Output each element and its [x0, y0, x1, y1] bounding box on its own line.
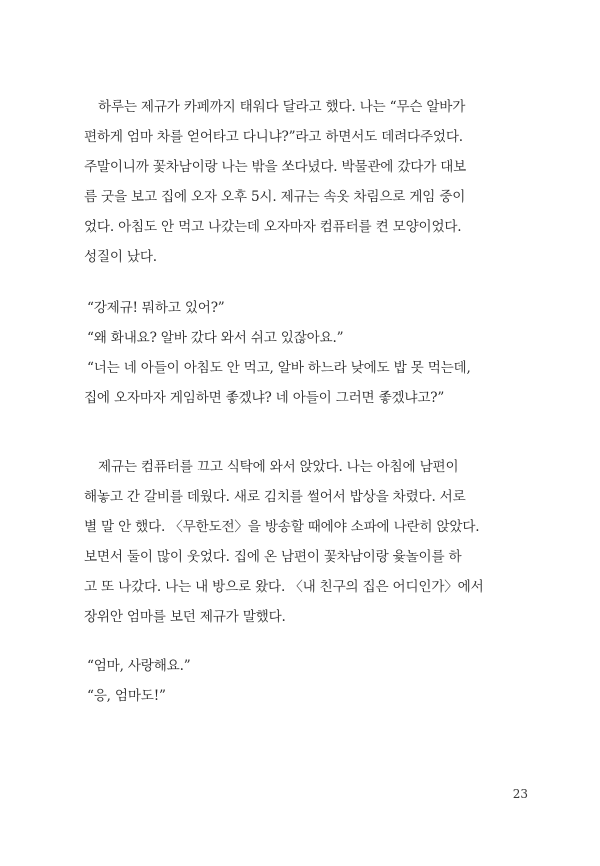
dialogue-line: 집에 오자마자 게임하면 좋겠냐? 네 아들이 그러면 좋겠냐고?”	[84, 390, 445, 406]
text-line: 해놓고 간 갈비를 데웠다. 새로 김치를 썰어서 밥상을 차렸다. 서로	[84, 489, 466, 505]
dialogue-line: “응, 엄마도!”	[87, 688, 166, 704]
text-line: 별 말 안 했다. 〈무한도전〉을 방송할 때에야 소파에 나란히 앉았다.	[84, 519, 480, 535]
text-line: 성질이 났다.	[84, 249, 157, 265]
text-line: 장위안 엄마를 보던 제규가 말했다.	[84, 609, 286, 625]
dialogue-line: “강제규! 뭐하고 있어?”	[87, 300, 225, 316]
text-line: 편하게 엄마 차를 얻어타고 다니냐?”라고 하면서도 데려다주었다.	[84, 129, 463, 145]
text-line: 름 굿을 보고 집에 오자 오후 5시. 제규는 속옷 차림으로 게임 중이	[84, 189, 466, 205]
dialogue-line: “왜 화내요? 알바 갔다 와서 쉬고 있잖아요.”	[87, 330, 344, 346]
text-line: 보면서 둘이 많이 웃었다. 집에 온 남편이 꽃차남이랑 윷놀이를 하	[84, 549, 462, 565]
dialogue-line: “엄마, 사랑해요.”	[87, 658, 191, 674]
paragraph-1	[84, 92, 524, 272]
text-line: 하루는 제규가 카페까지 태워다 달라고 했다. 나는 “무슨 알바가	[98, 99, 466, 115]
text-line: 었다. 아침도 안 먹고 나갔는데 오자마자 컴퓨터를 켠 모양이었다.	[84, 219, 462, 235]
text-line: 주말이니까 꽃차남이랑 나는 밖을 쏘다녔다. 박물관에 갔다가 대보	[84, 159, 467, 175]
page-number: 23	[512, 787, 528, 801]
dialogue-block-1	[84, 293, 524, 413]
dialogue-line: “너는 네 아들이 아침도 안 먹고, 알바 하느라 낮에도 밥 못 먹는데,	[87, 360, 471, 376]
text-line: 제규는 컴퓨터를 끄고 식탁에 와서 앉았다. 나는 아침에 남편이	[98, 459, 459, 475]
dialogue-block-2	[84, 651, 524, 711]
text-line: 고 또 나갔다. 나는 내 방으로 왔다. 〈내 친구의 집은 어디인가〉에서	[84, 579, 484, 595]
paragraph-2	[84, 452, 524, 632]
